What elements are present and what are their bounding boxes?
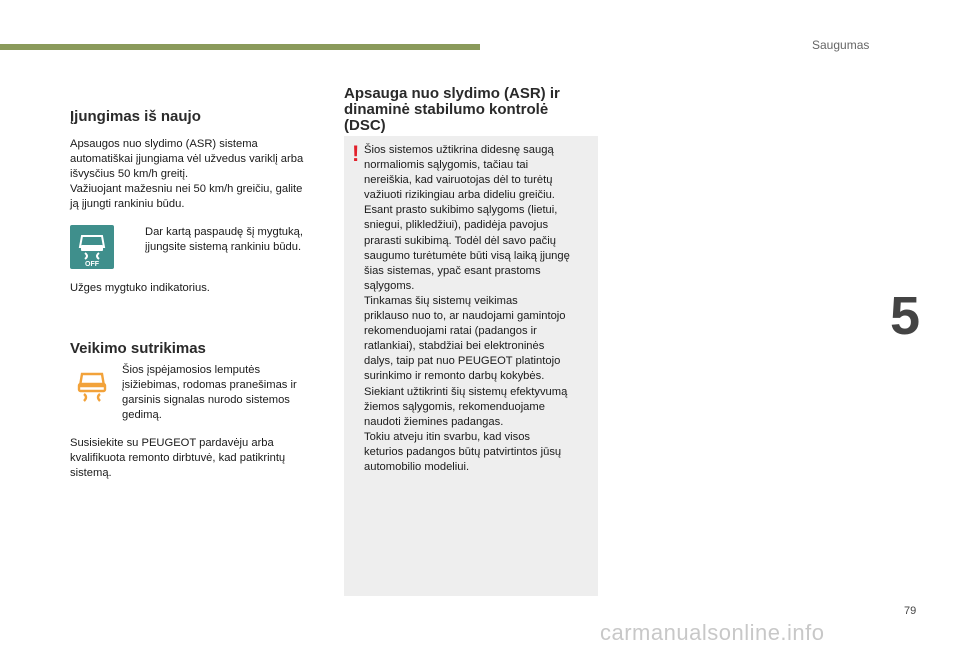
indicator-text: Užges mygtuko indikatorius. [70, 282, 210, 294]
reactivation-bullet: Dar kartą paspaudę šį mygtuką, įjungsite sistemą rankiniu būdu. [145, 226, 303, 253]
svg-text:OFF: OFF [85, 261, 99, 268]
warning-text: Šios sistemos užtikrina didesnę saugą normaliomis sąlygomis, tačiau tai nereiškia, kad vairuotojas dėl to turėtų važiuoti rizikingiau arba dideliu greičiu. Esant prasto sukibimo sąlygoms (lietui, sniegui, plikledžiui), padidėja pavojus prarasti sukibimą. Todėl dėl savo pačių saugumo turėtumėte būti visą laiką įjungę šias sistemas, ypač esant prastoms sąlygoms. Tinkamas šių sistemų veikimas priklauso nuo to, ar naudojami gamintojo rekomenduojami ratai (padangos ir ratlankiai), stabdžiai bei elektroninės dalys, taip pat nuo PEUGEOT platintojo surinkimo ir remonto darbų kokybės. Siekiant užtikrinti šių sistemų efektyvumą žiemos sąlygomis, rekomenduojame naudoti žiemines padangas. Tokiu atveju itin svarbu, kad visos keturios padangos būtų patvirtintos jūsų automobilio modeliui. [364, 144, 570, 473]
accent-bar [0, 44, 480, 50]
esp-off-button-icon [70, 225, 114, 269]
section-label: Saugumas [812, 38, 870, 52]
reactivation-text: Apsaugos nuo slydimo (ASR) sistema automatiškai įjungiama vėl užvedus variklį arba išvysčius 50 km/h greitį. Važiuojant mažesniu nei 50 km/h greičiu, galite ją įjungti rankiniu būdu. [70, 138, 304, 210]
reactivation-title: Įjungimas iš naujo [70, 108, 201, 125]
asr-dsc-title: Apsauga nuo slydimo (ASR) ir dinaminė stabilumo kontrolė (DSC) [344, 85, 560, 134]
watermark: carmanualsonline.info [600, 620, 825, 645]
esp-warning-icon [70, 365, 114, 409]
malfunction-after-text: Susisiekite su PEUGEOT pardavėju arba kvalifikuota remonto dirbtuvė, kad patikrintų sistemą. [70, 437, 286, 479]
page-number: 79 [904, 605, 917, 617]
malfunction-title: Veikimo sutrikimas [70, 340, 206, 357]
chapter-number: 5 [890, 286, 921, 346]
malfunction-icon-text: Šios įspėjamosios lemputės įsižiebimas, rodomas pranešimas ir garsinis signalas nurodo sistemos gedimą. [122, 364, 297, 421]
warning-exclamation-icon: ! [352, 141, 360, 166]
